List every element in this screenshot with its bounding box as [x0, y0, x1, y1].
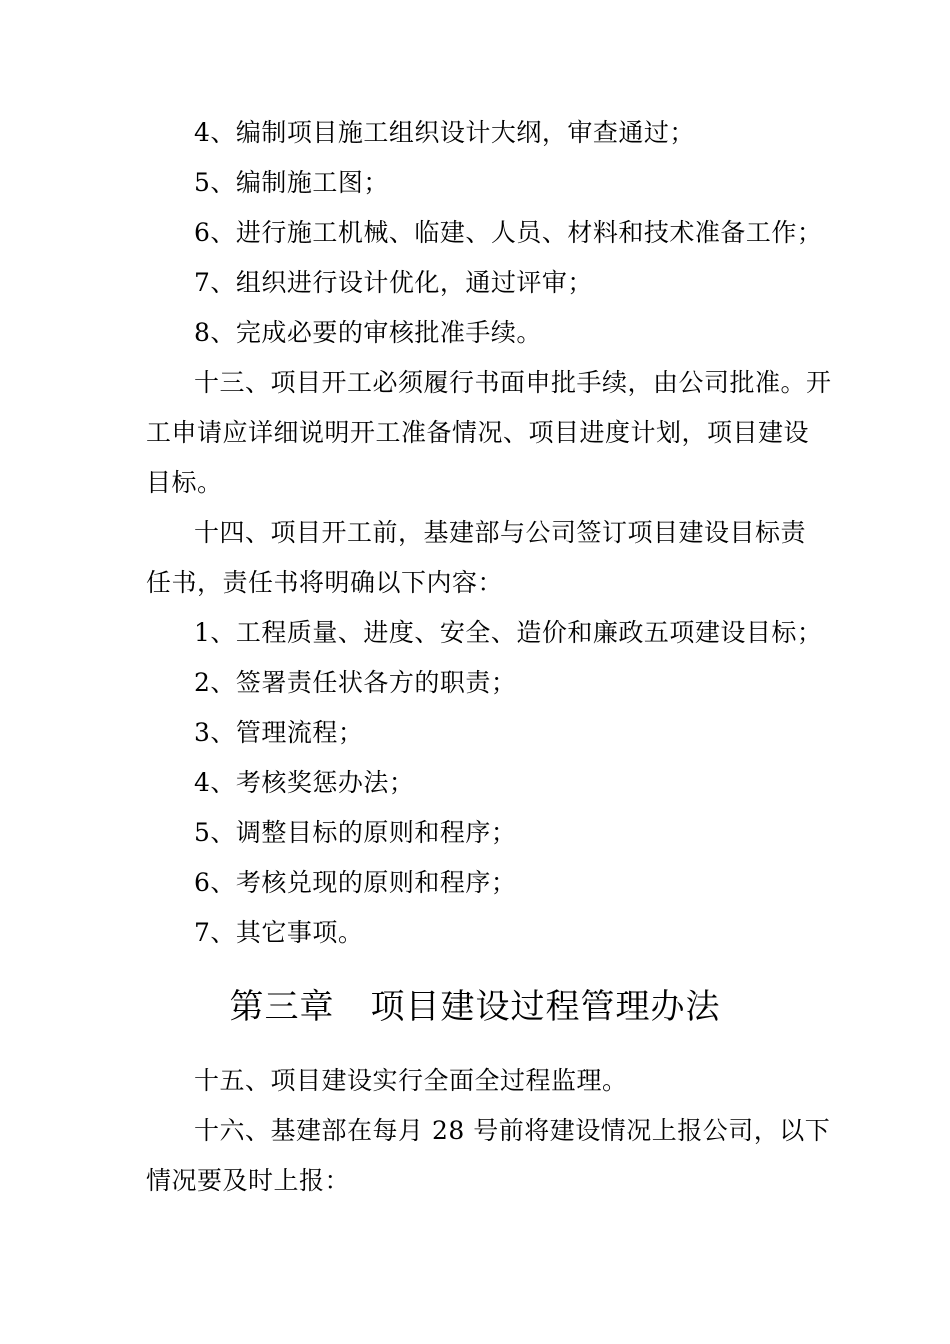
list-item: 4、编制项目施工组织设计大纲，审查通过；	[194, 118, 695, 147]
article-13-line-1: 十三、项目开工必须履行书面申批手续，由公司批准。开	[194, 368, 832, 397]
chapter-number: 第三章	[229, 987, 335, 1027]
list-item: 4、考核奖惩办法；	[194, 768, 415, 797]
article-16-line-2: 情况要及时上报：	[146, 1166, 351, 1195]
article-13-line-2: 工申请应详细说明开工准备情况、项目进度计划，项目建设	[146, 418, 810, 447]
list-item: 6、进行施工机械、临建、人员、材料和技术准备工作；	[194, 218, 823, 247]
list-item: 7、组织进行设计优化，通过评审；	[194, 268, 593, 297]
list-item: 2、签署责任状各方的职责；	[194, 668, 517, 697]
chapter-heading	[0, 985, 950, 1029]
article-13-line-3: 目标。	[146, 468, 223, 497]
list-item: 8、完成必要的审核批准手续。	[194, 318, 542, 347]
article-15-line-1: 十五、项目建设实行全面全过程监理。	[194, 1066, 628, 1095]
chapter-title: 项目建设过程管理办法	[370, 987, 721, 1027]
list-item: 5、调整目标的原则和程序；	[194, 818, 517, 847]
list-item: 1、工程质量、进度、安全、造价和廉政五项建设目标；	[194, 618, 823, 647]
article-14-line-1: 十四、项目开工前，基建部与公司签订项目建设目标责	[194, 518, 807, 547]
article-16-line-1: 十六、基建部在每月 28 号前将建设情况上报公司，以下	[194, 1116, 831, 1145]
list-item: 7、其它事项。	[194, 918, 364, 947]
list-item: 5、编制施工图；	[194, 168, 389, 197]
article-14-line-2: 任书，责任书将明确以下内容：	[146, 568, 504, 597]
list-item: 6、考核兑现的原则和程序；	[194, 868, 517, 897]
list-item: 3、管理流程；	[194, 718, 364, 747]
